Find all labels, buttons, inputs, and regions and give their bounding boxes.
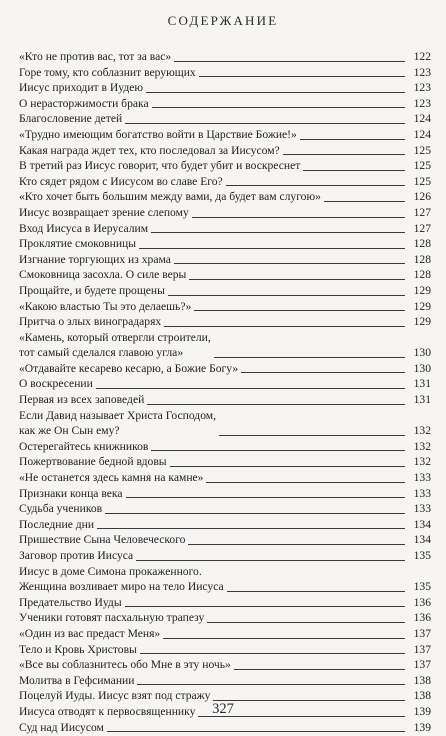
- toc-leader-line: [188, 544, 405, 545]
- toc-leader-line: [147, 404, 405, 405]
- toc-entry-page: 133: [413, 502, 431, 516]
- toc-entry: [19, 548, 431, 564]
- toc-entry-title-line: Пожертвование бедной вдовы: [19, 455, 167, 469]
- toc-entry-title-line: Остерегайтесь книжников: [19, 439, 149, 453]
- page-number: 327: [212, 701, 234, 717]
- toc-leader-line: [283, 154, 405, 155]
- toc-leader-line: [164, 326, 405, 327]
- toc-entry-title: [19, 330, 214, 361]
- toc-entry-title-line: О нерасторжимости брака: [19, 96, 149, 110]
- toc-entry-title: [19, 221, 151, 237]
- toc-leader-line: [126, 497, 406, 498]
- toc-entry-title: [19, 314, 164, 330]
- toc-entry-page: 138: [413, 673, 431, 687]
- toc-entry-title: [19, 361, 241, 377]
- toc-leader-line: [151, 450, 405, 451]
- toc-entry-title-line: Смоковница засохла. О силе веры: [19, 268, 187, 282]
- toc-entry-title-line: Иисус возвращает зрение слепому: [19, 205, 189, 219]
- toc-entry-page: 124: [413, 112, 431, 126]
- toc-leader-line: [125, 123, 405, 124]
- toc-entry-page: 133: [413, 486, 431, 500]
- toc-entry-page: 132: [413, 455, 431, 469]
- toc-entry-page: 134: [413, 517, 431, 531]
- toc-entry-page: 130: [413, 361, 431, 375]
- toc-entry-title-line: Иисус в доме Симона прокаженного.: [19, 564, 202, 578]
- table-of-contents: [19, 49, 431, 735]
- toc-entry-title: [19, 642, 140, 658]
- toc-entry: [19, 439, 431, 455]
- toc-entry: [19, 626, 431, 642]
- toc-entry-page: 129: [413, 315, 431, 329]
- toc-entry: [19, 205, 431, 221]
- toc-entry-page: 135: [413, 549, 431, 562]
- toc-entry-page: 134: [413, 533, 431, 547]
- toc-leader-line: [219, 435, 405, 436]
- toc-entry-title: [19, 486, 126, 502]
- toc-entry-page: 136: [413, 611, 431, 625]
- toc-entry: [19, 595, 431, 611]
- toc-entry-page: 132: [413, 424, 431, 438]
- toc-leader-line: [206, 482, 405, 483]
- toc-entry-title: [19, 532, 188, 548]
- toc-entry-title-line: Первая из всех заповедей: [19, 393, 145, 407]
- toc-leader-line: [174, 61, 405, 62]
- toc-entry-page: 129: [413, 299, 431, 313]
- toc-entry: [19, 642, 431, 658]
- toc-entry-page: 126: [413, 190, 431, 204]
- toc-entry-page: 125: [413, 159, 431, 173]
- toc-entry: [19, 720, 431, 736]
- toc-entry: [19, 189, 431, 205]
- toc-entry-title-line: «Кто хочет быть большим между вами, да будет вам слугою»: [19, 190, 321, 204]
- toc-entry-page: 129: [413, 283, 431, 297]
- toc-leader-line: [192, 217, 405, 218]
- toc-entry: [19, 143, 431, 159]
- toc-entry-title: [19, 548, 136, 564]
- toc-entry: [19, 236, 431, 252]
- toc-entry-title: [19, 174, 226, 190]
- toc-entry-title-line: Иисус приходит в Иудею: [19, 81, 144, 95]
- toc-entry-page: 137: [413, 626, 431, 640]
- toc-entry-title-line: О воскресении: [19, 377, 93, 391]
- toc-leader-line: [324, 201, 405, 202]
- toc-entry-title-line: Тело и Кровь Христовы: [19, 642, 137, 656]
- toc-entry-title-line: тот самый сделался главою угла»: [19, 346, 184, 360]
- toc-entry-page: 131: [413, 393, 431, 407]
- toc-entry-title-line: Ученики готовят пасхальную трапезу: [19, 611, 205, 625]
- toc-leader-line: [168, 295, 405, 296]
- toc-entry-title-line: Поцелуй Иуды. Иисус взят под стражу: [19, 689, 211, 703]
- toc-entry-title-line: Последние дни: [19, 517, 95, 531]
- toc-entry-title: [19, 439, 151, 455]
- toc-entry: [19, 361, 431, 377]
- toc-entry-title: [19, 252, 174, 268]
- toc-entry-title-line: «Камень, который отвергли строители,: [19, 330, 211, 344]
- toc-entry-title-line: В третий раз Иисус говорит, что будет убит и воскреснет: [19, 159, 301, 173]
- toc-entry-title-line: «Не останется здесь камня на камне»: [19, 471, 204, 485]
- toc-leader-line: [199, 76, 405, 77]
- toc-entry-title-line: Изгнание торгующих из храма: [19, 252, 171, 266]
- toc-entry-title: [19, 143, 283, 159]
- toc-entry-page: 123: [413, 81, 431, 95]
- toc-entry: [19, 267, 431, 283]
- toc-entry-page: 132: [413, 439, 431, 453]
- toc-entry-title: [19, 408, 219, 439]
- toc-entry: [19, 517, 431, 533]
- toc-entry-page: 128: [413, 237, 431, 251]
- toc-entry-title-line: Проклятие смоковницы: [19, 237, 137, 251]
- toc-entry-title-line: «Отдавайте кесарево кесарю, а Божие Богу»: [19, 361, 239, 375]
- toc-entry-title-line: Притча о злых виноградарях: [19, 315, 162, 329]
- toc-entry: [19, 221, 431, 237]
- toc-entry: [19, 174, 431, 190]
- toc-entry-title: [19, 205, 192, 221]
- toc-entry: [19, 49, 431, 65]
- toc-entry-title: [19, 720, 107, 736]
- toc-entry-title: [19, 392, 147, 408]
- toc-entry-title-line: «Все вы соблазнитесь обо Мне в эту ночь»: [19, 658, 231, 672]
- toc-leader-line: [194, 310, 405, 311]
- toc-entry: [19, 376, 431, 392]
- toc-entry-page: 128: [413, 252, 431, 266]
- toc-entry-title-line: Прощайте, и будете прощены: [19, 283, 165, 297]
- toc-entry-title: [19, 80, 146, 96]
- toc-entry-title: [19, 158, 303, 174]
- toc-entry: [19, 96, 431, 112]
- toc-entry-title-line: Судьба учеников: [19, 502, 103, 516]
- toc-entry-title-line: Молитва в Гефсимании: [19, 673, 135, 687]
- toc-leader-line: [137, 684, 405, 685]
- toc-leader-line: [151, 232, 405, 233]
- toc-entry-title: [19, 470, 206, 486]
- toc-leader-line: [227, 591, 405, 592]
- toc-entry-title-line: «Трудно имеющим богатство войти в Царствие Божие!»: [19, 127, 297, 141]
- toc-entry-title-line: «Какою властью Ты это делаешь?»: [19, 299, 192, 313]
- toc-entry-title-line: Кто сядет рядом с Иисусом во славе Его?: [19, 174, 223, 188]
- toc-entry-page: 125: [413, 174, 431, 188]
- toc-entry-title: [19, 96, 152, 112]
- toc-leader-line: [214, 357, 405, 358]
- toc-entry: [19, 299, 431, 315]
- toc-leader-line: [140, 653, 405, 654]
- toc-entry-page: 128: [413, 268, 431, 282]
- toc-leader-line: [105, 513, 405, 514]
- toc-entry-title-line: «Один из вас предаст Меня»: [19, 626, 161, 640]
- toc-entry-title: [19, 376, 96, 392]
- toc-entry: [19, 283, 431, 299]
- toc-entry-title-line: Суд над Иисусом: [19, 720, 104, 734]
- toc-entry: [19, 610, 431, 626]
- toc-entry: [19, 127, 431, 143]
- toc-entry-title-line: «Кто не против вас, тот за вас»: [19, 50, 172, 63]
- toc-leader-line: [174, 263, 405, 264]
- toc-entry: [19, 80, 431, 96]
- toc-leader-line: [189, 279, 405, 280]
- toc-entry-page: 125: [413, 143, 431, 157]
- toc-entry-title: [19, 283, 168, 299]
- toc-entry: [19, 454, 431, 470]
- toc-entry-title: [19, 610, 207, 626]
- toc-entry-title-line: как же Он Сын ему?: [19, 424, 120, 438]
- toc-leader-line: [152, 107, 405, 108]
- toc-entry-page: 135: [413, 580, 431, 594]
- toc-leader-line: [163, 638, 405, 639]
- toc-entry-page: 137: [413, 642, 431, 656]
- toc-entry: [19, 111, 431, 127]
- toc-entry-page: 131: [413, 377, 431, 391]
- toc-leader-line: [170, 466, 405, 467]
- toc-entry-title: [19, 626, 163, 642]
- toc-leader-line: [241, 372, 405, 373]
- toc-entry: [19, 486, 431, 502]
- toc-entry-page: 136: [413, 595, 431, 609]
- toc-entry: [19, 408, 431, 439]
- toc-entry-title-line: Какая награда ждет тех, кто последовал за Иисусом?: [19, 143, 280, 157]
- toc-entry-title: [19, 65, 199, 81]
- toc-leader-line: [125, 606, 405, 607]
- toc-entry-page: 138: [413, 689, 431, 703]
- toc-entry-title-line: Признаки конца века: [19, 486, 123, 500]
- toc-leader-line: [136, 560, 405, 561]
- toc-entry-title-line: Женщина возливает миро на тело Иисуса: [19, 580, 224, 594]
- toc-entry-page: 127: [413, 205, 431, 219]
- toc-entry-title: [19, 564, 227, 595]
- toc-leader-line: [300, 139, 405, 140]
- toc-entry-page: 139: [413, 720, 431, 734]
- toc-entry: [19, 330, 431, 361]
- toc-entry-page: 133: [413, 471, 431, 485]
- toc-leader-line: [226, 185, 405, 186]
- toc-entry-page: 137: [413, 658, 431, 672]
- toc-entry-title-line: Заговор против Иисуса: [19, 549, 134, 562]
- toc-entry: [19, 314, 431, 330]
- toc-entry-title: [19, 267, 189, 283]
- toc-leader-line: [97, 528, 405, 529]
- toc-leader-line: [207, 622, 405, 623]
- toc-entry-title: [19, 454, 170, 470]
- toc-entry-page: 122: [413, 50, 431, 63]
- toc-entry-page: 130: [413, 346, 431, 360]
- toc-entry: [19, 252, 431, 268]
- toc-entry-page: 139: [413, 704, 431, 718]
- toc-leader-line: [139, 248, 405, 249]
- page-heading: СОДЕРЖАНИЕ: [167, 13, 279, 28]
- toc-entry-page: 123: [413, 65, 431, 79]
- toc-entry-title-line: Если Давид называет Христа Господом,: [19, 408, 217, 422]
- toc-entry-page: 127: [413, 221, 431, 235]
- toc-entry-title: [19, 673, 137, 689]
- toc-entry-title: [19, 501, 105, 517]
- toc-entry-title: [19, 49, 174, 65]
- toc-leader-line: [107, 731, 405, 732]
- toc-leader-line: [96, 388, 405, 389]
- toc-entry-title-line: Предательство Иуды: [19, 595, 122, 609]
- toc-entry: [19, 65, 431, 81]
- toc-entry-title: [19, 111, 125, 127]
- toc-leader-line: [303, 170, 405, 171]
- toc-leader-line: [146, 92, 405, 93]
- toc-entry-title: [19, 236, 139, 252]
- toc-entry-title: [19, 189, 324, 205]
- toc-entry-page: 124: [413, 127, 431, 141]
- toc-entry: [19, 501, 431, 517]
- toc-entry-title: [19, 595, 125, 611]
- toc-entry: [19, 673, 431, 689]
- toc-entry-title: [19, 299, 194, 315]
- toc-entry: [19, 657, 431, 673]
- toc-entry: [19, 564, 431, 595]
- toc-entry-page: 123: [413, 96, 431, 110]
- toc-leader-line: [234, 669, 405, 670]
- toc-entry: [19, 470, 431, 486]
- toc-entry: [19, 158, 431, 174]
- toc-entry-title-line: Пришествие Сына Человеческого: [19, 533, 186, 547]
- toc-entry: [19, 392, 431, 408]
- toc-entry-title-line: Благословение детей: [19, 112, 123, 126]
- toc-entry: [19, 532, 431, 548]
- toc-entry-title-line: Иисуса отводят к первосвященнику: [19, 704, 196, 718]
- toc-entry-title: [19, 517, 97, 533]
- toc-entry-title: [19, 127, 300, 143]
- toc-entry-title-line: Вход Иисуса в Иерусалим: [19, 221, 149, 235]
- toc-entry-title: [19, 657, 234, 673]
- toc-entry-title-line: Горе тому, кто соблазнит верующих: [19, 65, 196, 79]
